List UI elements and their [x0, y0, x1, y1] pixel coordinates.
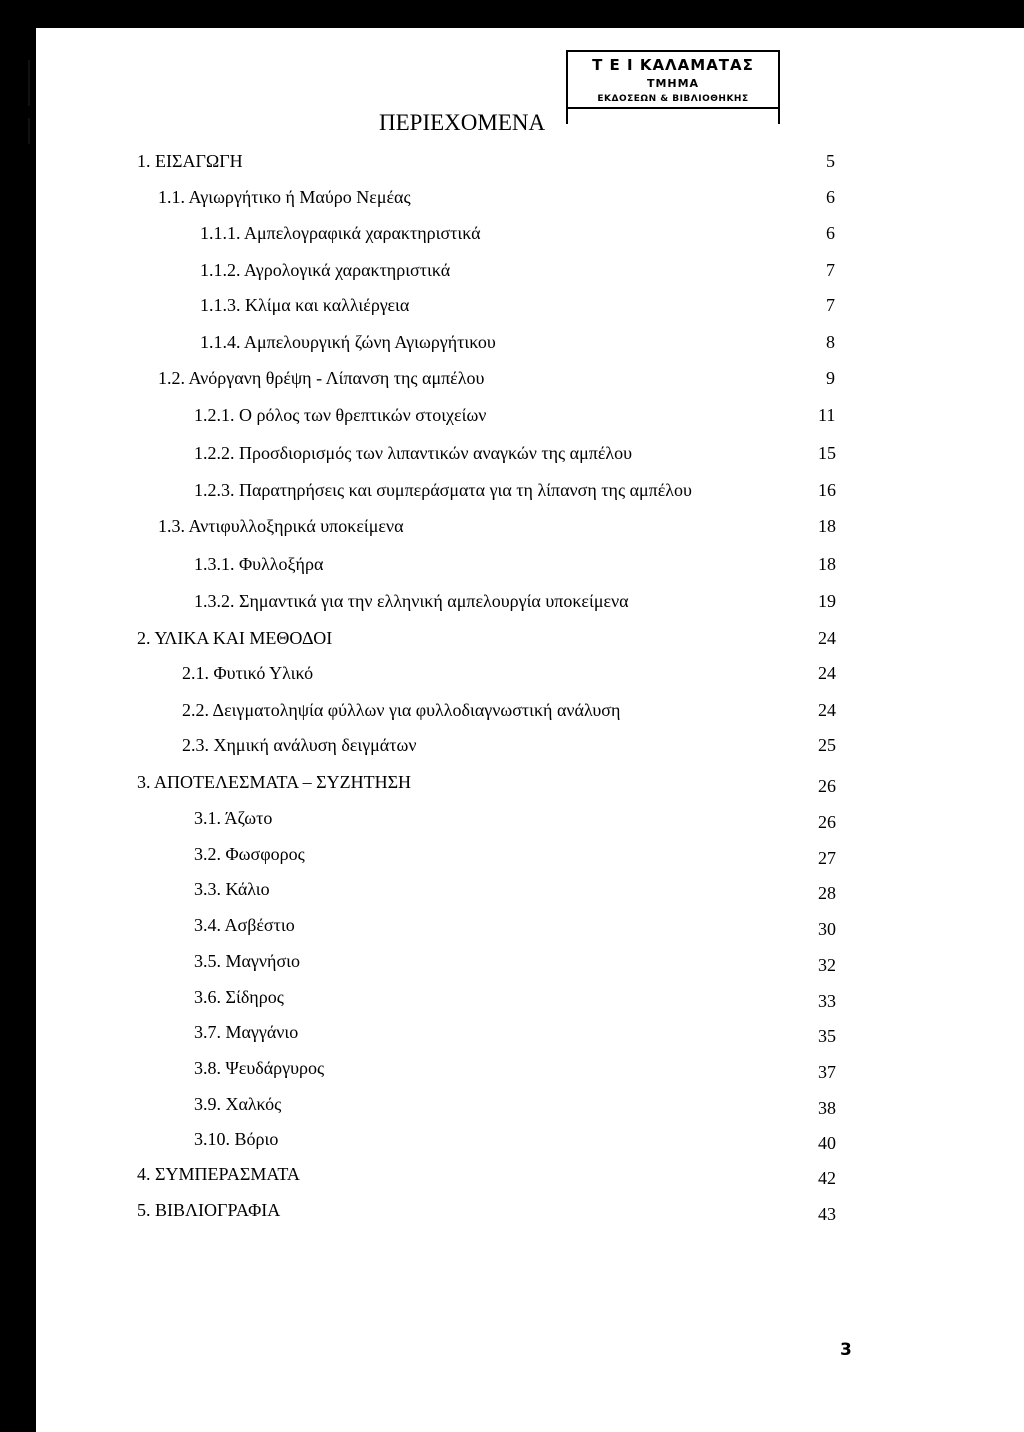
toc-entry-title: 1.1.3. Κλίμα και καλλιέργεια [200, 295, 410, 315]
toc-entry-title: 5. ΒΙΒΛΙΟΓΡΑΦΙΑ [137, 1200, 281, 1220]
toc-entry-page: 7 [826, 260, 835, 280]
toc-entry-title: 2.1. Φυτικό Υλικό [182, 663, 314, 683]
toc-entry-page: 35 [818, 1026, 836, 1046]
toc-entry-page: 40 [818, 1133, 836, 1153]
toc-entry-title: 1.3.1. Φυλλοξήρα [194, 554, 324, 574]
toc-entry-page: 24 [818, 663, 836, 683]
toc-entry-page: 11 [818, 405, 836, 425]
toc-entry-page: 5 [826, 151, 835, 171]
toc-entry-title: 3.6. Σίδηρος [194, 987, 284, 1007]
toc-entry-page: 18 [818, 554, 836, 574]
toc-entry-page: 26 [818, 812, 836, 832]
toc-entry-page: 33 [818, 991, 836, 1011]
toc-entry-title: 2.3. Χημική ανάλυση δειγμάτων [182, 735, 417, 755]
toc-entry-page: 26 [818, 776, 836, 796]
toc-entry-page: 32 [818, 955, 836, 975]
toc-entry-page: 8 [826, 332, 835, 352]
toc-entry-page: 37 [818, 1062, 836, 1082]
toc-entry-title: 3.4. Ασβέστιο [194, 915, 295, 935]
toc-entry-page: 6 [826, 223, 835, 243]
toc-entry-title: 3.2. Φωσφορος [194, 844, 305, 864]
toc-entry-title: 3.8. Ψευδάργυρος [194, 1058, 325, 1078]
toc-entry-title: 3.9. Χαλκός [194, 1094, 282, 1114]
toc-entry-page: 28 [818, 883, 836, 903]
toc-entry-title: 1.2. Ανόργανη θρέψη - Λίπανση της αμπέλου [158, 368, 485, 388]
toc-entry-title: 1.1. Αγιωργήτικο ή Μαύρο Νεμέας [158, 187, 411, 207]
toc-entry-title: 1. ΕΙΣΑΓΩΓΗ [137, 151, 243, 171]
toc-entry-page: 24 [818, 700, 836, 720]
toc-entry-title: 3.5. Μαγνήσιο [194, 951, 300, 971]
stamp-line-3: ΕΚΔΟΣΕΩΝ & ΒΙΒΛΙΟΘΗΚΗΣ [568, 94, 778, 109]
toc-entry-page: 15 [818, 443, 836, 463]
toc-entry-page: 16 [818, 480, 836, 500]
library-stamp [566, 50, 780, 124]
scan-edge-line [28, 60, 30, 106]
toc-entry-title: 3.1. Άζωτο [194, 808, 273, 828]
toc-entry-title: 1.1.1. Αμπελογραφικά χαρακτηριστικά [200, 223, 481, 243]
stamp-line-1: Τ Ε Ι ΚΑΛΑΜΑΤΑΣ [592, 56, 754, 74]
toc-entry-title: 1.3. Αντιφυλλοξηρικά υποκείμενα [158, 516, 404, 536]
toc-entry-title: 4. ΣΥΜΠΕΡΑΣΜΑΤΑ [137, 1164, 300, 1184]
toc-entry-page: 38 [818, 1098, 836, 1118]
toc-entry-page: 24 [818, 628, 836, 648]
document-page [36, 28, 1024, 1432]
toc-entry-page: 19 [818, 591, 836, 611]
toc-entry-title: 2. ΥΛΙΚΑ ΚΑΙ ΜΕΘΟΔΟΙ [137, 628, 333, 648]
toc-entry-page: 7 [826, 295, 835, 315]
toc-entry-title: 3.10. Βόριο [194, 1129, 279, 1149]
toc-entry-page: 30 [818, 919, 836, 939]
toc-entry-title: 2.2. Δειγματοληψία φύλλων για φυλλοδιαγνωστική ανάλυση [182, 700, 621, 720]
toc-entry-page: 25 [818, 735, 836, 755]
page-title: ΠΕΡΙΕΧΟΜΕΝΑ [379, 110, 546, 135]
toc-entry-page: 6 [826, 187, 835, 207]
stamp-line-2: ΤΜΗΜΑ [646, 77, 700, 90]
toc-entry-page: 18 [818, 516, 836, 536]
toc-entry-title: 1.3.2. Σημαντικά για την ελληνική αμπελουργία υποκείμενα [194, 591, 629, 611]
toc-entry-page: 42 [818, 1168, 836, 1188]
toc-entry-title: 1.2.2. Προσδιορισμός των λιπαντικών αναγκών της αμπέλου [194, 443, 633, 463]
toc-entry-title: 1.1.4. Αμπελουργική ζώνη Αγιωργήτικου [200, 332, 496, 352]
toc-entry-page: 43 [818, 1204, 836, 1224]
scan-edge-line [28, 118, 30, 144]
toc-entry-title: 1.2.3. Παρατηρήσεις και συμπεράσματα για τη λίπανση της αμπέλου [194, 480, 692, 500]
toc-entry-title: 1.1.2. Αγρολογικά χαρακτηριστικά [200, 260, 451, 280]
page-number: 3 [840, 1340, 852, 1360]
toc-entry-page: 9 [826, 368, 835, 388]
toc-entry-title: 3. ΑΠΟΤΕΛΕΣΜΑΤΑ – ΣΥΖΗΤΗΣΗ [137, 772, 412, 792]
toc-entry-title: 3.7. Μαγγάνιο [194, 1022, 299, 1042]
toc-entry-title: 1.2.1. Ο ρόλος των θρεπτικών στοιχείων [194, 405, 487, 425]
toc-entry-page: 27 [818, 848, 836, 868]
toc-entry-title: 3.3. Κάλιο [194, 879, 270, 899]
